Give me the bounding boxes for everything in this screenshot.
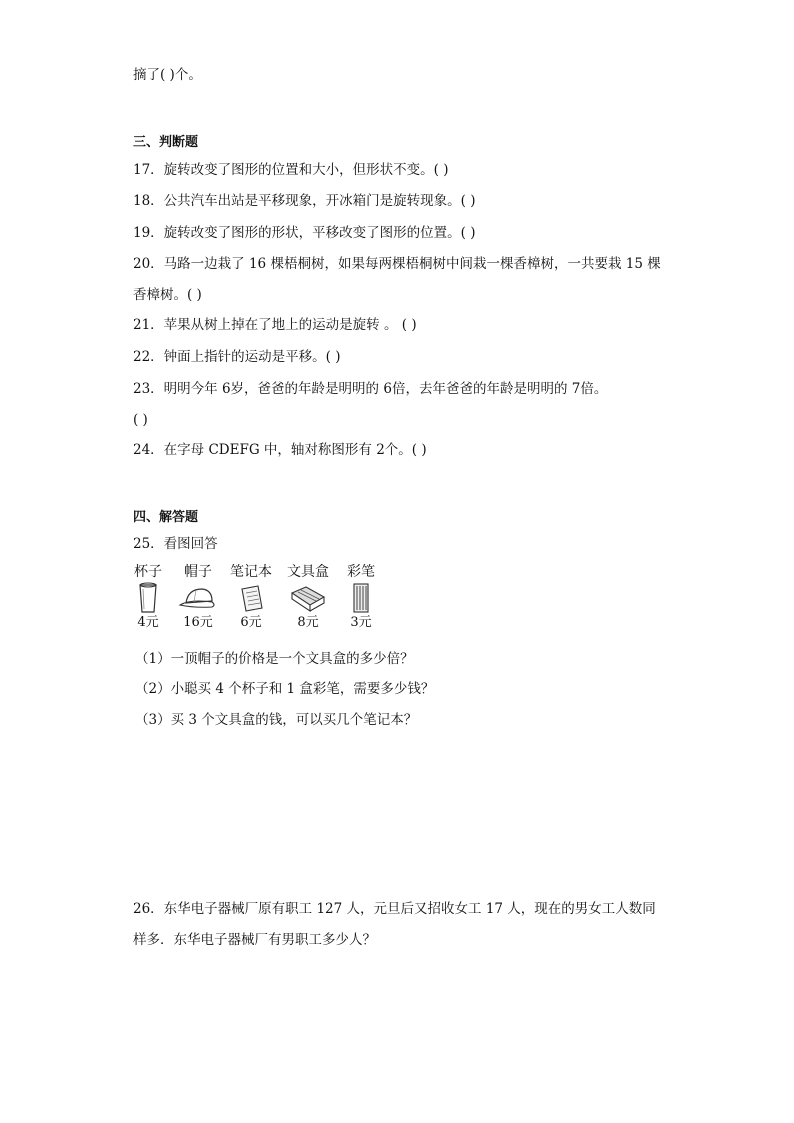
item-pencil-case bbox=[278, 563, 338, 631]
question-25-1: （1）一顶帽子的价格是一个文具盒的多少倍？ bbox=[135, 651, 414, 667]
question-22: 22．钟面上指针的运动是平移。( ) bbox=[133, 349, 341, 365]
question-23-line-1: 23．明明今年 6岁，爸爸的年龄是明明的 6倍，去年爸爸的年龄是明明的 7倍。 bbox=[133, 381, 608, 397]
item-notebook bbox=[221, 563, 281, 631]
color-pens-icon bbox=[346, 581, 376, 615]
item-color-pens bbox=[331, 563, 391, 631]
question-25-title: 25．看图回答 bbox=[133, 536, 218, 552]
question-26-line-1: 26．东华电子器械厂原有职工 127 人，元旦后又招收女工 17 人，现在的男女工人数同 bbox=[133, 901, 656, 917]
item-cap bbox=[168, 563, 228, 631]
item-name: 彩笔 bbox=[347, 564, 375, 580]
item-price: 6元 bbox=[240, 615, 262, 630]
question-20-line-1: 20．马路一边栽了 16 棵梧桐树，如果每两棵梧桐树中间栽一棵香樟树，一共要栽 15 棵 bbox=[133, 256, 661, 272]
notebook-icon bbox=[236, 581, 266, 615]
question-23-line-2: ( ) bbox=[133, 412, 148, 428]
item-name: 帽子 bbox=[184, 564, 212, 580]
item-price: 4元 bbox=[137, 615, 159, 630]
question-24: 24．在字母 CDEFG 中，轴对称图形有 2个。( ) bbox=[133, 442, 427, 458]
pencil-case-icon bbox=[288, 581, 328, 615]
cap-icon bbox=[176, 581, 220, 615]
item-price: 8元 bbox=[297, 615, 319, 630]
question-20-line-2: 香樟树。( ) bbox=[133, 287, 202, 303]
item-price: 16元 bbox=[183, 615, 213, 630]
section-4-title: 四、解答题 bbox=[133, 510, 199, 525]
item-name: 杯子 bbox=[134, 564, 162, 580]
question-18: 18．公共汽车出站是平移现象，开冰箱门是旋转现象。( ) bbox=[133, 193, 476, 209]
price-figure bbox=[133, 563, 393, 643]
carry-over-line: 摘了( )个。 bbox=[133, 67, 202, 83]
question-25-2: （2）小聪买 4 个杯子和 1 盒彩笔，需要多少钱？ bbox=[135, 681, 435, 697]
question-26-line-2: 样多．东华电子器械厂有男职工多少人？ bbox=[133, 932, 376, 948]
question-19: 19．旋转改变了图形的形状，平移改变了图形的位置。( ) bbox=[133, 225, 476, 241]
question-21: 21．苹果从树上掉在了地上的运动是旋转 。 ( ) bbox=[133, 317, 417, 333]
item-name: 笔记本 bbox=[230, 564, 272, 580]
question-17: 17．旋转改变了图形的位置和大小，但形状不变。( ) bbox=[133, 162, 449, 178]
question-25-3: （3）买 3 个文具盒的钱，可以买几个笔记本？ bbox=[135, 712, 418, 728]
item-price: 3元 bbox=[350, 615, 372, 630]
cup-icon bbox=[133, 581, 163, 615]
item-name: 文具盒 bbox=[287, 564, 329, 580]
section-3-title: 三、判断题 bbox=[133, 135, 199, 150]
